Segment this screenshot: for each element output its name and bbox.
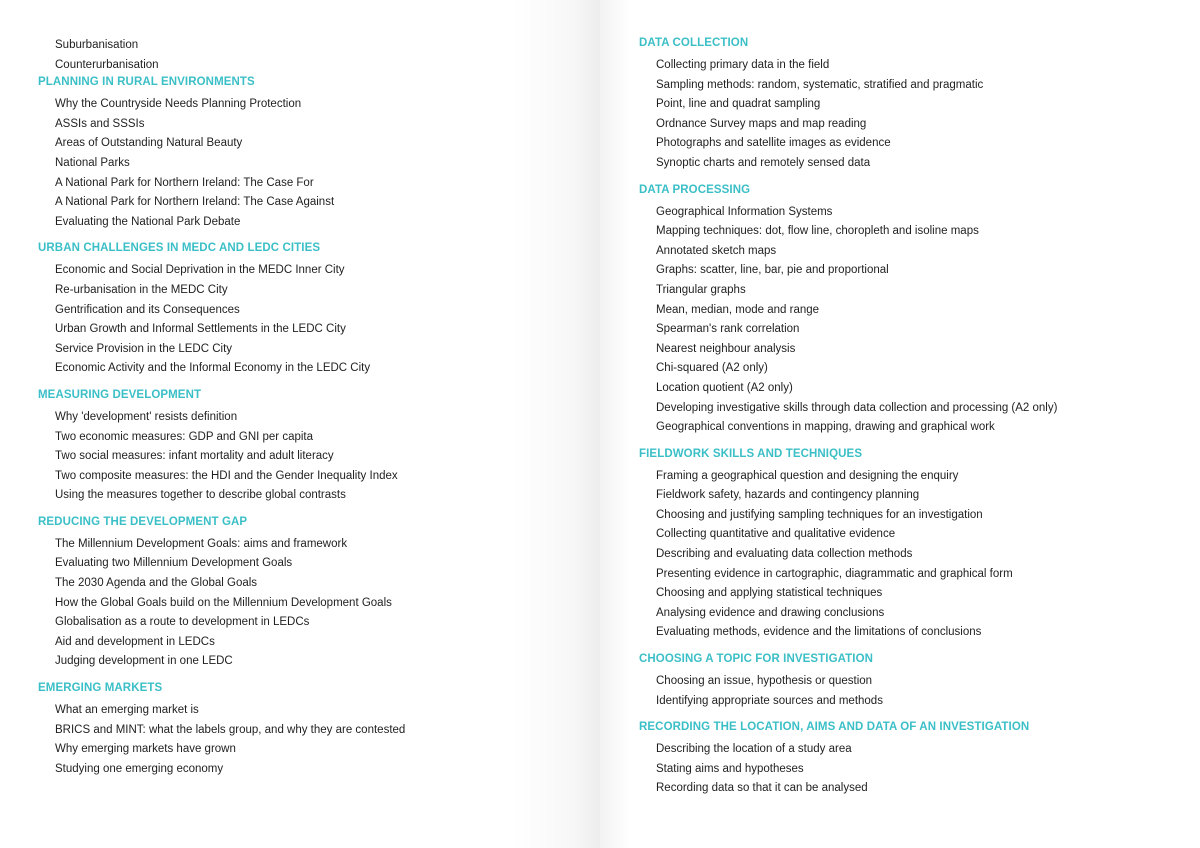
list-item: A National Park for Northern Ireland: The Case Against (55, 196, 335, 209)
list-item: Aid and development in LEDCs (55, 635, 215, 648)
list-item: Why emerging markets have grown (55, 743, 236, 756)
list-item: Choosing and applying statistical techniques (656, 587, 883, 600)
list-item: Presenting evidence in cartographic, diagrammatic and graphical form (656, 567, 1013, 580)
list-item: Two composite measures: the HDI and the Gender Inequality Index (55, 469, 398, 482)
list-item: Gentrification and its Consequences (55, 303, 240, 316)
section-heading: DATA COLLECTION (639, 37, 749, 49)
list-item: Using the measures together to describe global contrasts (55, 489, 346, 502)
list-item: Developing investigative skills through data collection and processing (A2 only) (656, 401, 1058, 414)
list-item: Framing a geographical question and designing the enquiry (656, 469, 959, 482)
list-item: Evaluating methods, evidence and the limitations of conclusions (656, 626, 982, 639)
list-item: Stating aims and hypotheses (656, 762, 804, 775)
section-choosing-topic (639, 652, 1200, 711)
list-item: Geographical Information Systems (656, 205, 833, 218)
section-data-processing (639, 183, 1200, 438)
list-item: Suburbanisation (55, 39, 139, 51)
list-item: Graphs: scatter, line, bar, pie and proportional (656, 264, 889, 277)
topic-list (639, 56, 1200, 174)
list-item: Evaluating two Millennium Development Goals (55, 557, 293, 570)
list-item: Describing the location of a study area (656, 743, 852, 756)
list-item: Why 'development' resists definition (55, 410, 238, 423)
list-item: The Millennium Development Goals: aims and framework (55, 537, 348, 550)
lead-item-list (38, 36, 600, 75)
section-reducing-gap (38, 515, 600, 672)
section-heading: CHOOSING A TOPIC FOR INVESTIGATION (639, 653, 874, 666)
list-item: Re-urbanisation in the MEDC City (55, 283, 228, 296)
list-item: Ordnance Survey maps and map reading (656, 117, 867, 130)
list-item: Fieldwork safety, hazards and contingency planning (656, 489, 920, 502)
list-item: Two social measures: infant mortality and adult literacy (55, 450, 334, 463)
section-measuring-development (38, 388, 600, 506)
list-item: Collecting quantitative and qualitative evidence (656, 528, 896, 541)
list-item: Describing and evaluating data collection methods (656, 548, 913, 561)
list-item: Geographical conventions in mapping, drawing and graphical work (656, 421, 995, 434)
topic-list (38, 535, 600, 672)
topic-list (639, 672, 1200, 711)
topic-list (38, 408, 600, 506)
list-item: Service Provision in the LEDC City (55, 342, 233, 355)
list-item: Choosing an issue, hypothesis or question (656, 675, 873, 688)
list-item: National Parks (55, 156, 130, 169)
list-item: Globalisation as a route to development in LEDCs (55, 616, 310, 629)
list-item: Nearest neighbour analysis (656, 342, 796, 355)
list-item: Identifying appropriate sources and methods (656, 694, 883, 707)
list-item: BRICS and MINT: what the labels group, and why they are contested (55, 723, 406, 736)
section-recording-investigation (639, 720, 1200, 799)
list-item: The 2030 Agenda and the Global Goals (55, 577, 258, 590)
list-item: Recording data so that it can be analysed (656, 782, 868, 795)
topic-list (639, 203, 1200, 438)
list-item: What an emerging market is (55, 704, 199, 717)
list-item: Economic and Social Deprivation in the MEDC Inner City (55, 264, 345, 277)
list-item: Choosing and justifying sampling techniques for an investigation (656, 508, 983, 521)
topic-list (639, 467, 1200, 643)
section-planning-rural (38, 75, 600, 232)
list-item: Evaluating the National Park Debate (55, 215, 241, 228)
section-heading: URBAN CHALLENGES IN MEDC AND LEDC CITIES (38, 242, 321, 255)
list-item: Economic Activity and the Informal Economy in the LEDC City (55, 362, 371, 375)
list-item: Location quotient (A2 only) (656, 381, 793, 394)
section-heading: RECORDING THE LOCATION, AIMS AND DATA OF AN INVESTIGATION (639, 721, 1030, 734)
list-item: Collecting primary data in the field (656, 59, 830, 71)
list-item: How the Global Goals build on the Millennium Development Goals (55, 596, 392, 609)
topic-list (639, 740, 1200, 799)
list-item: Areas of Outstanding Natural Beauty (55, 137, 243, 150)
section-heading: EMERGING MARKETS (38, 682, 163, 695)
topic-list (38, 701, 600, 779)
right-page (600, 0, 1200, 848)
section-emerging-markets (38, 681, 600, 779)
list-item: Analysing evidence and drawing conclusions (656, 606, 885, 619)
list-item: Mean, median, mode and range (656, 303, 820, 316)
section-heading: FIELDWORK SKILLS AND TECHNIQUES (639, 447, 863, 460)
section-urban-challenges (38, 241, 600, 379)
section-heading: DATA PROCESSING (639, 183, 751, 196)
section-heading: REDUCING THE DEVELOPMENT GAP (38, 515, 248, 528)
topic-list (38, 261, 600, 379)
list-item: Chi-squared (A2 only) (656, 362, 768, 375)
list-item: Mapping techniques: dot, flow line, choropleth and isoline maps (656, 225, 979, 238)
list-item: A National Park for Northern Ireland: The Case For (55, 176, 314, 189)
section-heading: MEASURING DEVELOPMENT (38, 388, 202, 401)
list-item: Annotated sketch maps (656, 244, 777, 257)
list-item: Urban Growth and Informal Settlements in the LEDC City (55, 323, 346, 336)
list-item: Photographs and satellite images as evidence (656, 137, 891, 150)
section-fieldwork-skills (639, 447, 1200, 643)
section-heading: PLANNING IN RURAL ENVIRONMENTS (38, 76, 255, 89)
list-item: Synoptic charts and remotely sensed data (656, 156, 871, 169)
list-item: ASSIs and SSSIs (55, 117, 145, 130)
section-data-collection (639, 36, 1200, 174)
list-item: Point, line and quadrat sampling (656, 98, 821, 111)
list-item: Why the Countryside Needs Planning Protection (55, 98, 302, 111)
list-item: Two economic measures: GDP and GNI per capita (55, 430, 314, 443)
topic-list (38, 95, 600, 232)
list-item: Judging development in one LEDC (55, 655, 233, 668)
list-item: Sampling methods: random, systematic, stratified and pragmatic (656, 78, 984, 91)
list-item: Counterurbanisation (55, 58, 159, 71)
list-item: Spearman's rank correlation (656, 323, 800, 336)
list-item: Studying one emerging economy (55, 762, 224, 775)
list-item: Triangular graphs (656, 283, 746, 296)
